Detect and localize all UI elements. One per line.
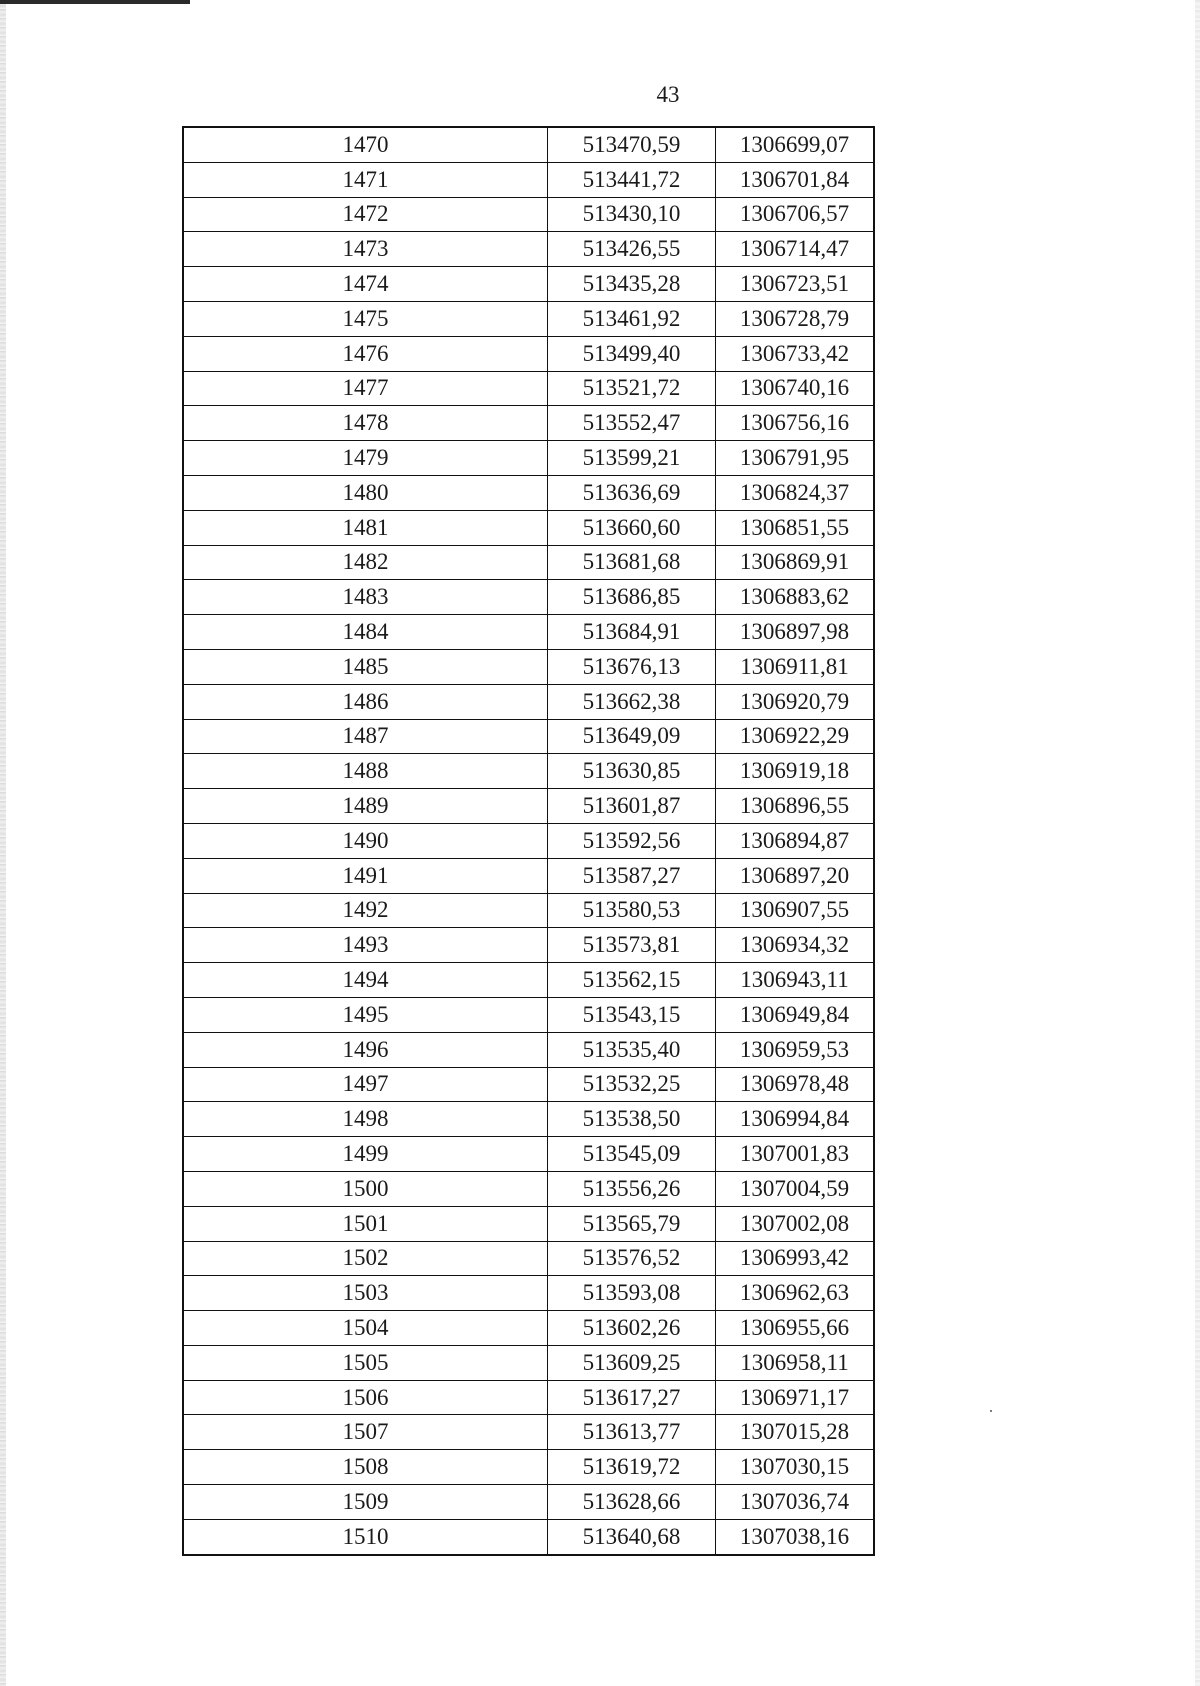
table-row bbox=[183, 267, 874, 302]
y-coordinate-cell: 1306706,57 bbox=[716, 197, 875, 232]
point-number-cell: 1505 bbox=[183, 1345, 548, 1380]
table-row bbox=[183, 475, 874, 510]
y-coordinate-cell: 1307004,59 bbox=[716, 1171, 875, 1206]
point-number-cell: 1487 bbox=[183, 719, 548, 754]
point-number-cell: 1480 bbox=[183, 475, 548, 510]
point-number-cell: 1484 bbox=[183, 615, 548, 650]
table-row bbox=[183, 649, 874, 684]
point-number-cell: 1489 bbox=[183, 789, 548, 824]
table-row bbox=[183, 232, 874, 267]
table-row bbox=[183, 1345, 874, 1380]
y-coordinate-cell: 1306699,07 bbox=[716, 127, 875, 162]
table-row bbox=[183, 301, 874, 336]
table-row bbox=[183, 928, 874, 963]
x-coordinate-cell: 513565,79 bbox=[548, 1206, 716, 1241]
x-coordinate-cell: 513543,15 bbox=[548, 997, 716, 1032]
point-number-cell: 1507 bbox=[183, 1415, 548, 1450]
y-coordinate-cell: 1306959,53 bbox=[716, 1032, 875, 1067]
y-coordinate-cell: 1306922,29 bbox=[716, 719, 875, 754]
x-coordinate-cell: 513613,77 bbox=[548, 1415, 716, 1450]
y-coordinate-cell: 1306993,42 bbox=[716, 1241, 875, 1276]
table-row bbox=[183, 1137, 874, 1172]
point-number-cell: 1470 bbox=[183, 127, 548, 162]
point-number-cell: 1486 bbox=[183, 684, 548, 719]
y-coordinate-cell: 1306994,84 bbox=[716, 1102, 875, 1137]
y-coordinate-cell: 1306919,18 bbox=[716, 754, 875, 789]
table-row bbox=[183, 580, 874, 615]
point-number-cell: 1483 bbox=[183, 580, 548, 615]
table-row bbox=[183, 719, 874, 754]
x-coordinate-cell: 513684,91 bbox=[548, 615, 716, 650]
y-coordinate-cell: 1306897,98 bbox=[716, 615, 875, 650]
point-number-cell: 1493 bbox=[183, 928, 548, 963]
table-row bbox=[183, 441, 874, 476]
x-coordinate-cell: 513686,85 bbox=[548, 580, 716, 615]
x-coordinate-cell: 513660,60 bbox=[548, 510, 716, 545]
table-row bbox=[183, 1032, 874, 1067]
x-coordinate-cell: 513593,08 bbox=[548, 1276, 716, 1311]
y-coordinate-cell: 1306723,51 bbox=[716, 267, 875, 302]
table-row bbox=[183, 510, 874, 545]
point-number-cell: 1498 bbox=[183, 1102, 548, 1137]
y-coordinate-cell: 1306920,79 bbox=[716, 684, 875, 719]
x-coordinate-cell: 513676,13 bbox=[548, 649, 716, 684]
point-number-cell: 1497 bbox=[183, 1067, 548, 1102]
x-coordinate-cell: 513426,55 bbox=[548, 232, 716, 267]
y-coordinate-cell: 1306949,84 bbox=[716, 997, 875, 1032]
y-coordinate-cell: 1306728,79 bbox=[716, 301, 875, 336]
x-coordinate-cell: 513461,92 bbox=[548, 301, 716, 336]
x-coordinate-cell: 513470,59 bbox=[548, 127, 716, 162]
x-coordinate-cell: 513521,72 bbox=[548, 371, 716, 406]
y-coordinate-cell: 1307001,83 bbox=[716, 1137, 875, 1172]
x-coordinate-cell: 513576,52 bbox=[548, 1241, 716, 1276]
y-coordinate-cell: 1306971,17 bbox=[716, 1380, 875, 1415]
table-row bbox=[183, 1241, 874, 1276]
y-coordinate-cell: 1306701,84 bbox=[716, 162, 875, 197]
point-number-cell: 1500 bbox=[183, 1171, 548, 1206]
point-number-cell: 1504 bbox=[183, 1311, 548, 1346]
x-coordinate-cell: 513545,09 bbox=[548, 1137, 716, 1172]
x-coordinate-cell: 513552,47 bbox=[548, 406, 716, 441]
y-coordinate-cell: 1306714,47 bbox=[716, 232, 875, 267]
table-row bbox=[183, 789, 874, 824]
x-coordinate-cell: 513609,25 bbox=[548, 1345, 716, 1380]
table-row bbox=[183, 997, 874, 1032]
y-coordinate-cell: 1306791,95 bbox=[716, 441, 875, 476]
table-row bbox=[183, 1171, 874, 1206]
y-coordinate-cell: 1306978,48 bbox=[716, 1067, 875, 1102]
x-coordinate-cell: 513617,27 bbox=[548, 1380, 716, 1415]
table-row bbox=[183, 893, 874, 928]
coordinates-table bbox=[182, 126, 875, 1556]
table-row bbox=[183, 197, 874, 232]
y-coordinate-cell: 1306955,66 bbox=[716, 1311, 875, 1346]
y-coordinate-cell: 1306943,11 bbox=[716, 963, 875, 998]
x-coordinate-cell: 513599,21 bbox=[548, 441, 716, 476]
x-coordinate-cell: 513601,87 bbox=[548, 789, 716, 824]
x-coordinate-cell: 513619,72 bbox=[548, 1450, 716, 1485]
y-coordinate-cell: 1306897,20 bbox=[716, 858, 875, 893]
y-coordinate-cell: 1306962,63 bbox=[716, 1276, 875, 1311]
table-row bbox=[183, 1450, 874, 1485]
x-coordinate-cell: 513556,26 bbox=[548, 1171, 716, 1206]
point-number-cell: 1478 bbox=[183, 406, 548, 441]
x-coordinate-cell: 513573,81 bbox=[548, 928, 716, 963]
x-coordinate-cell: 513640,68 bbox=[548, 1519, 716, 1554]
table-row bbox=[183, 684, 874, 719]
y-coordinate-cell: 1306733,42 bbox=[716, 336, 875, 371]
y-coordinate-cell: 1306894,87 bbox=[716, 823, 875, 858]
table-row bbox=[183, 1485, 874, 1520]
x-coordinate-cell: 513562,15 bbox=[548, 963, 716, 998]
point-number-cell: 1510 bbox=[183, 1519, 548, 1554]
y-coordinate-cell: 1306907,55 bbox=[716, 893, 875, 928]
point-number-cell: 1492 bbox=[183, 893, 548, 928]
y-coordinate-cell: 1306896,55 bbox=[716, 789, 875, 824]
table-row bbox=[183, 823, 874, 858]
point-number-cell: 1488 bbox=[183, 754, 548, 789]
point-number-cell: 1496 bbox=[183, 1032, 548, 1067]
table-row bbox=[183, 1415, 874, 1450]
x-coordinate-cell: 513649,09 bbox=[548, 719, 716, 754]
x-coordinate-cell: 513499,40 bbox=[548, 336, 716, 371]
y-coordinate-cell: 1307036,74 bbox=[716, 1485, 875, 1520]
x-coordinate-cell: 513532,25 bbox=[548, 1067, 716, 1102]
y-coordinate-cell: 1306851,55 bbox=[716, 510, 875, 545]
point-number-cell: 1503 bbox=[183, 1276, 548, 1311]
x-coordinate-cell: 513580,53 bbox=[548, 893, 716, 928]
y-coordinate-cell: 1306883,62 bbox=[716, 580, 875, 615]
x-coordinate-cell: 513538,50 bbox=[548, 1102, 716, 1137]
point-number-cell: 1509 bbox=[183, 1485, 548, 1520]
table-row bbox=[183, 545, 874, 580]
x-coordinate-cell: 513592,56 bbox=[548, 823, 716, 858]
scan-edge-right bbox=[1195, 0, 1200, 1686]
y-coordinate-cell: 1306911,81 bbox=[716, 649, 875, 684]
y-coordinate-cell: 1307038,16 bbox=[716, 1519, 875, 1554]
x-coordinate-cell: 513636,69 bbox=[548, 475, 716, 510]
point-number-cell: 1476 bbox=[183, 336, 548, 371]
point-number-cell: 1499 bbox=[183, 1137, 548, 1172]
x-coordinate-cell: 513602,26 bbox=[548, 1311, 716, 1346]
y-coordinate-cell: 1306824,37 bbox=[716, 475, 875, 510]
x-coordinate-cell: 513681,68 bbox=[548, 545, 716, 580]
table-row bbox=[183, 1380, 874, 1415]
scan-speck bbox=[990, 1410, 992, 1412]
point-number-cell: 1502 bbox=[183, 1241, 548, 1276]
point-number-cell: 1479 bbox=[183, 441, 548, 476]
x-coordinate-cell: 513630,85 bbox=[548, 754, 716, 789]
point-number-cell: 1482 bbox=[183, 545, 548, 580]
table-row bbox=[183, 1067, 874, 1102]
table-row bbox=[183, 162, 874, 197]
point-number-cell: 1477 bbox=[183, 371, 548, 406]
x-coordinate-cell: 513628,66 bbox=[548, 1485, 716, 1520]
point-number-cell: 1490 bbox=[183, 823, 548, 858]
point-number-cell: 1475 bbox=[183, 301, 548, 336]
point-number-cell: 1471 bbox=[183, 162, 548, 197]
table-row bbox=[183, 1311, 874, 1346]
point-number-cell: 1508 bbox=[183, 1450, 548, 1485]
x-coordinate-cell: 513535,40 bbox=[548, 1032, 716, 1067]
scan-edge-left bbox=[0, 0, 6, 1686]
table-row bbox=[183, 336, 874, 371]
point-number-cell: 1485 bbox=[183, 649, 548, 684]
coordinates-table-body bbox=[183, 127, 874, 1555]
x-coordinate-cell: 513430,10 bbox=[548, 197, 716, 232]
point-number-cell: 1481 bbox=[183, 510, 548, 545]
table-row bbox=[183, 127, 874, 162]
table-row bbox=[183, 754, 874, 789]
page-number: 43 bbox=[656, 82, 680, 107]
point-number-cell: 1473 bbox=[183, 232, 548, 267]
y-coordinate-cell: 1306958,11 bbox=[716, 1345, 875, 1380]
table-row bbox=[183, 963, 874, 998]
point-number-cell: 1506 bbox=[183, 1380, 548, 1415]
x-coordinate-cell: 513435,28 bbox=[548, 267, 716, 302]
table-row bbox=[183, 406, 874, 441]
y-coordinate-cell: 1306869,91 bbox=[716, 545, 875, 580]
table-row bbox=[183, 1102, 874, 1137]
scan-mark-top bbox=[0, 0, 190, 4]
y-coordinate-cell: 1306740,16 bbox=[716, 371, 875, 406]
y-coordinate-cell: 1307030,15 bbox=[716, 1450, 875, 1485]
table-row bbox=[183, 858, 874, 893]
x-coordinate-cell: 513662,38 bbox=[548, 684, 716, 719]
y-coordinate-cell: 1306756,16 bbox=[716, 406, 875, 441]
x-coordinate-cell: 513441,72 bbox=[548, 162, 716, 197]
table-row bbox=[183, 1206, 874, 1241]
y-coordinate-cell: 1307002,08 bbox=[716, 1206, 875, 1241]
point-number-cell: 1501 bbox=[183, 1206, 548, 1241]
point-number-cell: 1491 bbox=[183, 858, 548, 893]
table-row bbox=[183, 1276, 874, 1311]
table-row bbox=[183, 1519, 874, 1554]
table-row bbox=[183, 615, 874, 650]
x-coordinate-cell: 513587,27 bbox=[548, 858, 716, 893]
point-number-cell: 1494 bbox=[183, 963, 548, 998]
point-number-cell: 1472 bbox=[183, 197, 548, 232]
point-number-cell: 1495 bbox=[183, 997, 548, 1032]
y-coordinate-cell: 1307015,28 bbox=[716, 1415, 875, 1450]
table-row bbox=[183, 371, 874, 406]
y-coordinate-cell: 1306934,32 bbox=[716, 928, 875, 963]
point-number-cell: 1474 bbox=[183, 267, 548, 302]
